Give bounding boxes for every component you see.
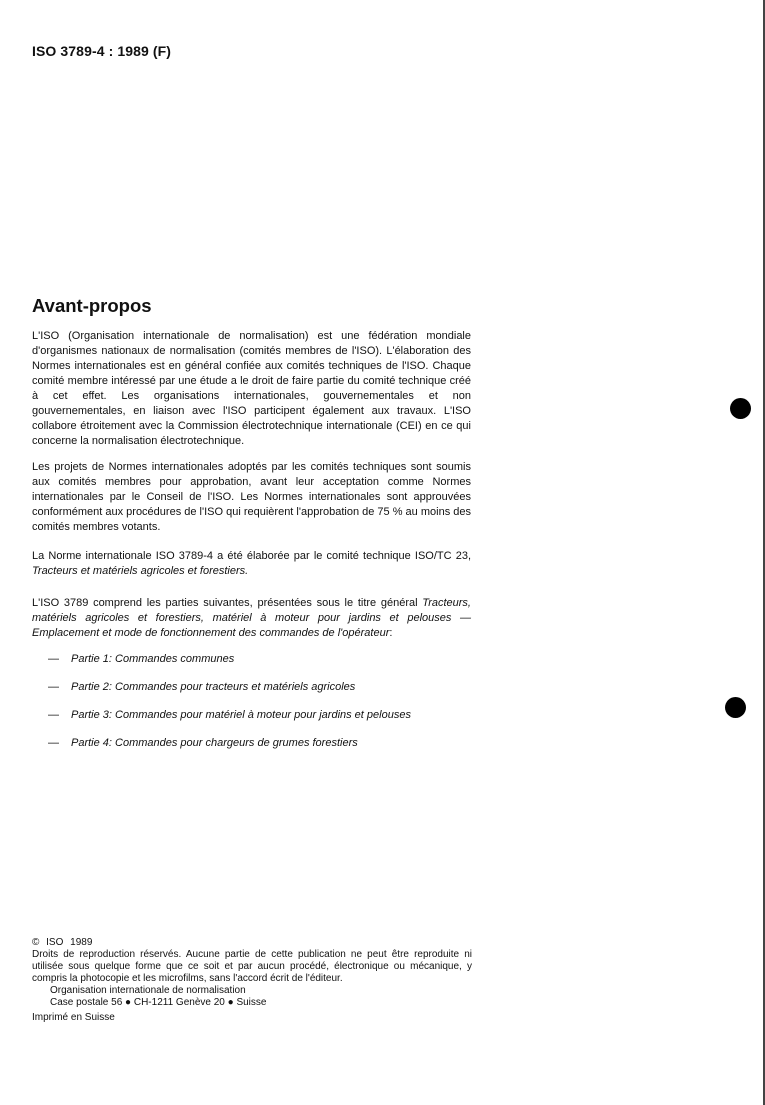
organization-name: Organisation internationale de normalisation: [50, 985, 246, 996]
parts-intro-text: L'ISO 3789 comprend les parties suivantes, présentées sous le titre général: [32, 597, 418, 609]
copyright-line: © ISO 1989: [32, 937, 93, 948]
punch-hole-top: [730, 398, 751, 419]
paragraph-parts-intro: [32, 596, 471, 641]
paragraph-committee: [32, 549, 471, 579]
part-4-label: Partie 4: Commandes pour chargeurs de grumes forestiers: [71, 737, 358, 749]
section-title: Avant-propos: [32, 295, 152, 316]
part-3-label: Partie 3: Commandes pour matériel à moteur pour jardins et pelouses: [71, 709, 411, 721]
parts-intro-colon: :: [389, 627, 393, 639]
list-dash: —: [48, 709, 59, 721]
paragraph-approval-procedure: Les projets de Normes internationales adoptés par les comités techniques sont soumis aux comités membres pour approbation, avant leur acceptation comme Normes internationales par le Conseil de l'ISO. Les Normes internationales sont approuvées conformément aux procédures de l'ISO qui requièrent l'approbation de 75 % au moins des comités membres votants.: [32, 461, 471, 533]
list-dash: —: [48, 653, 59, 665]
rights-notice: Droits de reproduction réservés. Aucune partie de cette publication ne peut être reproduite ni utilisée sous quelque forme que ce soit et par aucun procédé, électronique ou mécanique, y compris la photocopie et les microfilms, sans l'accord écrit de l'éditeur.: [32, 949, 472, 984]
general-title: Tracteurs, matériels agricoles et forestiers, matériel à moteur pour jardins et pelouses — Emplacement et mode de fonctionnement des commandes de l'opérateur: [32, 597, 471, 639]
copyright-block: [32, 937, 472, 1024]
paragraph-iso-description: L'ISO (Organisation internationale de normalisation) est une fédération mondiale d'organismes nationaux de normalisation (comités membres de l'ISO). L'élaboration des Normes internationales est en général confiée aux comités techniques de l'ISO. Chaque comité membre intéressé par une étude a le droit de faire partie du comité technique créé à cet effet. Les organisations internationales, gouvernementales et non gouvernementales, en liaison avec l'ISO participent également aux travaux. L'ISO collabore étroitement avec la Commission électrotechnique internationale (CEI) en ce qui concerne la normalisation électrotechnique.: [32, 330, 471, 447]
committee-title: Tracteurs et matériels agricoles et forestiers.: [32, 565, 249, 577]
paragraph-committee-text: La Norme internationale ISO 3789-4 a été élaborée par le comité technique ISO/TC 23,: [32, 550, 471, 562]
part-1-label: Partie 1: Commandes communes: [71, 653, 235, 665]
printed-in: Imprimé en Suisse: [32, 1012, 115, 1023]
part-2-label: Partie 2: Commandes pour tracteurs et matériels agricoles: [71, 681, 356, 693]
list-dash: —: [48, 737, 59, 749]
list-dash: —: [48, 681, 59, 693]
postal-address: Case postale 56 ● CH-1211 Genève 20 ● Suisse: [50, 997, 267, 1008]
punch-hole-bottom: [725, 697, 746, 718]
document-id-header: ISO 3789-4 : 1989 (F): [32, 43, 172, 59]
